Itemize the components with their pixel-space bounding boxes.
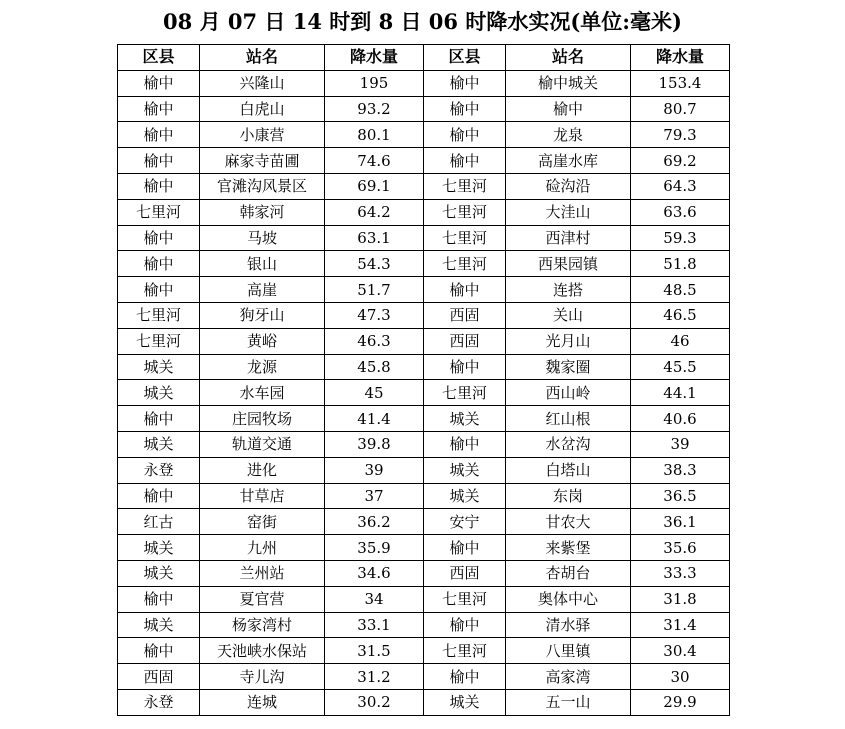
- district-cell: 七里河: [424, 225, 506, 251]
- station-cell: 关山: [506, 302, 631, 328]
- precip-cell: 30.4: [631, 638, 730, 664]
- district-cell: 榆中: [118, 96, 200, 122]
- station-cell: 韩家河: [200, 199, 325, 225]
- district-cell: 榆中: [118, 638, 200, 664]
- precip-cell: 31.8: [631, 586, 730, 612]
- station-cell: 进化: [200, 457, 325, 483]
- precip-cell: 34.6: [325, 560, 424, 586]
- precip-cell: 30: [631, 664, 730, 690]
- station-cell: 庄园牧场: [200, 406, 325, 432]
- station-cell: 魏家圈: [506, 354, 631, 380]
- table-row: [118, 664, 730, 690]
- table-row: [118, 535, 730, 561]
- header-precip-left: 降水量: [325, 45, 424, 71]
- precip-cell: 63.6: [631, 199, 730, 225]
- district-cell: 七里河: [118, 328, 200, 354]
- station-cell: 龙源: [200, 354, 325, 380]
- table-row: [118, 483, 730, 509]
- header-station-right: 站名: [506, 45, 631, 71]
- precip-cell: 36.5: [631, 483, 730, 509]
- table-header-row: [118, 45, 730, 71]
- station-cell: 榆中: [506, 96, 631, 122]
- station-cell: 高崖水库: [506, 148, 631, 174]
- district-cell: 榆中: [424, 612, 506, 638]
- precip-cell: 59.3: [631, 225, 730, 251]
- district-cell: 西固: [424, 328, 506, 354]
- station-cell: 东岗: [506, 483, 631, 509]
- precip-cell: 51.8: [631, 251, 730, 277]
- table-row: [118, 70, 730, 96]
- station-cell: 杨家湾村: [200, 612, 325, 638]
- district-cell: 城关: [118, 560, 200, 586]
- station-cell: 八里镇: [506, 638, 631, 664]
- station-cell: 水车园: [200, 380, 325, 406]
- table-row: [118, 406, 730, 432]
- precip-cell: 39.8: [325, 431, 424, 457]
- precip-cell: 54.3: [325, 251, 424, 277]
- district-cell: 榆中: [118, 586, 200, 612]
- district-cell: 榆中: [118, 277, 200, 303]
- station-cell: 高崖: [200, 277, 325, 303]
- table-row: [118, 199, 730, 225]
- station-cell: 狗牙山: [200, 302, 325, 328]
- station-cell: 官滩沟风景区: [200, 173, 325, 199]
- station-cell: 兴隆山: [200, 70, 325, 96]
- district-cell: 榆中: [424, 122, 506, 148]
- district-cell: 安宁: [424, 509, 506, 535]
- header-station-left: 站名: [200, 45, 325, 71]
- table-row: [118, 302, 730, 328]
- district-cell: 榆中: [118, 122, 200, 148]
- station-cell: 榆中城关: [506, 70, 631, 96]
- precip-cell: 31.2: [325, 664, 424, 690]
- station-cell: 五一山: [506, 689, 631, 715]
- precip-cell: 33.1: [325, 612, 424, 638]
- station-cell: 连城: [200, 689, 325, 715]
- station-cell: 白虎山: [200, 96, 325, 122]
- station-cell: 窑街: [200, 509, 325, 535]
- precip-cell: 35.6: [631, 535, 730, 561]
- district-cell: 榆中: [424, 277, 506, 303]
- district-cell: 榆中: [118, 406, 200, 432]
- precip-cell: 31.4: [631, 612, 730, 638]
- table-row: [118, 612, 730, 638]
- precip-cell: 33.3: [631, 560, 730, 586]
- station-cell: 光月山: [506, 328, 631, 354]
- precip-cell: 34: [325, 586, 424, 612]
- station-cell: 白塔山: [506, 457, 631, 483]
- precip-cell: 69.1: [325, 173, 424, 199]
- station-cell: 清水驿: [506, 612, 631, 638]
- station-cell: 龙泉: [506, 122, 631, 148]
- station-cell: 西果园镇: [506, 251, 631, 277]
- station-cell: 大洼山: [506, 199, 631, 225]
- district-cell: 七里河: [424, 173, 506, 199]
- station-cell: 黄峪: [200, 328, 325, 354]
- precip-cell: 45.5: [631, 354, 730, 380]
- precip-cell: 48.5: [631, 277, 730, 303]
- table-row: [118, 251, 730, 277]
- precip-cell: 46.3: [325, 328, 424, 354]
- precip-cell: 30.2: [325, 689, 424, 715]
- district-cell: 城关: [424, 483, 506, 509]
- station-cell: 硷沟沿: [506, 173, 631, 199]
- district-cell: 七里河: [424, 251, 506, 277]
- district-cell: 榆中: [118, 251, 200, 277]
- precip-cell: 74.6: [325, 148, 424, 174]
- precip-cell: 153.4: [631, 70, 730, 96]
- district-cell: 榆中: [424, 535, 506, 561]
- district-cell: 西固: [118, 664, 200, 690]
- table-row: [118, 638, 730, 664]
- district-cell: 红古: [118, 509, 200, 535]
- table-row: [118, 457, 730, 483]
- precip-cell: 47.3: [325, 302, 424, 328]
- district-cell: 永登: [118, 457, 200, 483]
- table-row: [118, 586, 730, 612]
- district-cell: 城关: [424, 457, 506, 483]
- station-cell: 来紫堡: [506, 535, 631, 561]
- precip-cell: 39: [631, 431, 730, 457]
- precip-cell: 45: [325, 380, 424, 406]
- precipitation-table: [117, 44, 730, 716]
- district-cell: 榆中: [118, 173, 200, 199]
- precip-cell: 40.6: [631, 406, 730, 432]
- table-row: [118, 173, 730, 199]
- district-cell: 西固: [424, 302, 506, 328]
- precip-cell: 195: [325, 70, 424, 96]
- district-cell: 城关: [118, 354, 200, 380]
- district-cell: 城关: [118, 380, 200, 406]
- table-row: [118, 431, 730, 457]
- station-cell: 西山岭: [506, 380, 631, 406]
- page-title: 08 月 07 日 14 时到 8 日 06 时降水实况(单位:毫米): [163, 9, 682, 34]
- district-cell: 西固: [424, 560, 506, 586]
- precip-cell: 45.8: [325, 354, 424, 380]
- district-cell: 城关: [118, 431, 200, 457]
- table-row: [118, 96, 730, 122]
- station-cell: 高家湾: [506, 664, 631, 690]
- precip-cell: 36.1: [631, 509, 730, 535]
- table-row: [118, 380, 730, 406]
- station-cell: 甘农大: [506, 509, 631, 535]
- district-cell: 榆中: [118, 148, 200, 174]
- precip-cell: 64.3: [631, 173, 730, 199]
- precip-cell: 39: [325, 457, 424, 483]
- district-cell: 榆中: [424, 664, 506, 690]
- precip-cell: 64.2: [325, 199, 424, 225]
- district-cell: 榆中: [424, 70, 506, 96]
- table-row: [118, 689, 730, 715]
- station-cell: 马坡: [200, 225, 325, 251]
- station-cell: 夏官营: [200, 586, 325, 612]
- station-cell: 奥体中心: [506, 586, 631, 612]
- station-cell: 麻家寺苗圃: [200, 148, 325, 174]
- station-cell: 红山根: [506, 406, 631, 432]
- table-row: [118, 277, 730, 303]
- table-body: [118, 70, 730, 715]
- header-precip-right: 降水量: [631, 45, 730, 71]
- station-cell: 轨道交通: [200, 431, 325, 457]
- station-cell: 银山: [200, 251, 325, 277]
- precip-cell: 44.1: [631, 380, 730, 406]
- station-cell: 连搭: [506, 277, 631, 303]
- table-row: [118, 225, 730, 251]
- table-row: [118, 560, 730, 586]
- district-cell: 七里河: [424, 586, 506, 612]
- precip-cell: 29.9: [631, 689, 730, 715]
- station-cell: 水岔沟: [506, 431, 631, 457]
- precip-cell: 80.7: [631, 96, 730, 122]
- station-cell: 甘草店: [200, 483, 325, 509]
- precip-cell: 35.9: [325, 535, 424, 561]
- precip-cell: 93.2: [325, 96, 424, 122]
- station-cell: 小康营: [200, 122, 325, 148]
- table-row: [118, 122, 730, 148]
- station-cell: 九州: [200, 535, 325, 561]
- station-cell: 天池峡水保站: [200, 638, 325, 664]
- district-cell: 榆中: [118, 225, 200, 251]
- precip-cell: 41.4: [325, 406, 424, 432]
- district-cell: 榆中: [424, 96, 506, 122]
- precip-cell: 38.3: [631, 457, 730, 483]
- station-cell: 杏胡台: [506, 560, 631, 586]
- precip-cell: 31.5: [325, 638, 424, 664]
- table-row: [118, 328, 730, 354]
- precip-cell: 36.2: [325, 509, 424, 535]
- district-cell: 榆中: [118, 483, 200, 509]
- precip-cell: 63.1: [325, 225, 424, 251]
- district-cell: 永登: [118, 689, 200, 715]
- precip-cell: 69.2: [631, 148, 730, 174]
- district-cell: 榆中: [424, 431, 506, 457]
- header-district-left: 区县: [118, 45, 200, 71]
- table-row: [118, 148, 730, 174]
- precip-cell: 80.1: [325, 122, 424, 148]
- precip-cell: 79.3: [631, 122, 730, 148]
- station-cell: 西津村: [506, 225, 631, 251]
- district-cell: 七里河: [424, 199, 506, 225]
- table-row: [118, 509, 730, 535]
- district-cell: 城关: [118, 612, 200, 638]
- district-cell: 七里河: [424, 638, 506, 664]
- district-cell: 榆中: [118, 70, 200, 96]
- table-row: [118, 354, 730, 380]
- district-cell: 七里河: [424, 380, 506, 406]
- station-cell: 兰州站: [200, 560, 325, 586]
- station-cell: 寺儿沟: [200, 664, 325, 690]
- precip-cell: 51.7: [325, 277, 424, 303]
- district-cell: 七里河: [118, 199, 200, 225]
- district-cell: 七里河: [118, 302, 200, 328]
- district-cell: 城关: [118, 535, 200, 561]
- district-cell: 榆中: [424, 148, 506, 174]
- district-cell: 榆中: [424, 354, 506, 380]
- district-cell: 城关: [424, 689, 506, 715]
- header-district-right: 区县: [424, 45, 506, 71]
- precip-cell: 46.5: [631, 302, 730, 328]
- precip-cell: 37: [325, 483, 424, 509]
- district-cell: 城关: [424, 406, 506, 432]
- precip-cell: 46: [631, 328, 730, 354]
